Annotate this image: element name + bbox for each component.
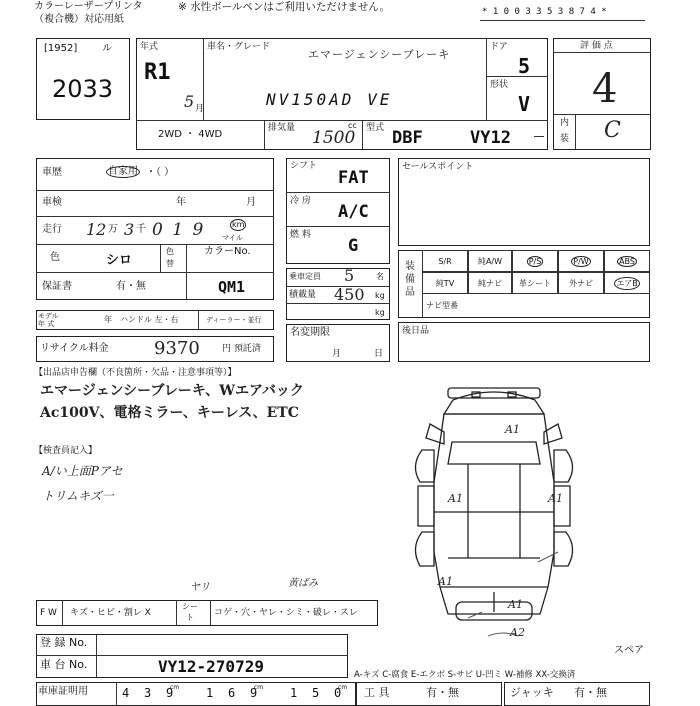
jack-value: 有・無: [574, 686, 607, 699]
cc-unit: cc: [348, 121, 357, 130]
displacement-value: 1500: [312, 128, 356, 148]
capacity-unit: 名: [376, 272, 384, 281]
cert-unit-2: cm: [254, 684, 264, 691]
interior-value: C: [604, 118, 621, 143]
divider: [575, 114, 576, 150]
color-no-value: QM1: [218, 278, 246, 296]
divider: [116, 682, 117, 706]
cert-digit-1: 4: [122, 686, 130, 700]
divider: [36, 190, 274, 191]
type-model: VY12: [470, 128, 511, 148]
equip-abs: [604, 250, 650, 272]
history-label: 車歴: [42, 167, 62, 178]
cert-digit-4: 1: [206, 686, 214, 700]
damage-mark-rear-left: A1: [438, 575, 453, 588]
divider: [210, 600, 211, 626]
ac-label: 冷 房: [290, 196, 311, 206]
tools-label: 工 具: [364, 686, 390, 699]
ac-value: A/C: [338, 202, 369, 222]
divider: [286, 226, 390, 227]
year-label: 年式: [140, 42, 159, 52]
divider: [36, 216, 274, 217]
inspector-line2: トリムキズ一: [42, 489, 114, 503]
name-grade-label: 車名・グレード: [207, 42, 271, 52]
load-label: 積載量: [289, 290, 317, 300]
handle-side: ハンドル 左・右: [120, 315, 179, 324]
printer-line1: カラーレーザープリンタ: [34, 1, 143, 12]
damage-legend: A-キズ C-腐食 E-エクボ S-サビ U-凹ミ W-補修 XX-交換済: [354, 670, 576, 680]
notes-line2: Ac100V、電格ミラー、キーレス、ETC: [40, 405, 299, 421]
fuel-value: G: [348, 236, 359, 256]
car-damage-diagram: [408, 382, 580, 640]
mile-unit: マイル: [222, 234, 243, 242]
color-value: シロ: [106, 253, 133, 268]
load-value: 450: [334, 285, 365, 304]
seat-text: コゲ・穴・ヤレ・シミ・破レ・スレ: [214, 608, 358, 618]
later-items-label: 後日品: [402, 326, 430, 336]
divider: [136, 120, 548, 121]
model-label-2: 年 式: [38, 320, 55, 328]
lot-ref: [1952]: [44, 43, 78, 54]
equip-power-steering: [512, 250, 558, 272]
divider: [486, 76, 548, 77]
notes-line1: エマージェンシーブレーキ、Wエアバック: [40, 383, 304, 399]
recycle-unit: 円 預託済: [222, 344, 261, 354]
cert-digit-9: 0: [334, 686, 342, 700]
notes-label: 【出品店申告欄（不良箇所・欠品・注意事項等）】: [34, 368, 237, 378]
tools-value: 有・無: [426, 686, 459, 699]
divider: [264, 120, 265, 150]
month-unit: 月: [195, 104, 205, 114]
serial-underline: [480, 20, 645, 21]
divider: [198, 310, 199, 330]
mileage-sen: 3: [124, 220, 135, 239]
cert-unit-3: cm: [338, 684, 348, 691]
color-no-label: カラーNo.: [204, 246, 251, 257]
shift-value: FAT: [338, 168, 369, 188]
shift-label: シフト: [290, 161, 318, 171]
seat-label-1: シー: [182, 602, 198, 611]
cert-digit-8: 5: [312, 686, 320, 700]
damage-mark-bumper: A2: [510, 626, 525, 639]
divider: [36, 655, 348, 656]
history-rest: ・（ ）: [146, 167, 175, 178]
displacement-label: 排気量: [268, 123, 296, 133]
damage-mark-front: A1: [505, 423, 520, 436]
cert-digit-6: 9: [250, 686, 258, 700]
color-change-1: 色: [166, 247, 174, 256]
reg-deadline-label: 名変期限: [290, 327, 330, 338]
load-unit-2: kg: [375, 308, 385, 317]
printer-line2: （複合機）対応用紙: [34, 14, 124, 25]
dealer-type: ディーラー・並行: [206, 316, 262, 324]
car-name: エマージェンシーブレーキ: [308, 48, 451, 61]
annotation-left: ヤリ: [190, 582, 210, 593]
color-label: 色: [50, 252, 60, 263]
type-label: 型式: [366, 123, 385, 133]
equip-airbag: [604, 272, 650, 294]
equip-ps-text: P/S: [528, 256, 542, 266]
equip-sr: S/R: [422, 250, 468, 272]
divider: [553, 114, 651, 115]
warranty-value: 有・無: [116, 281, 146, 292]
chassis-label: 車 台 No.: [40, 658, 88, 671]
navi-model-label: ナビ型番: [426, 301, 458, 310]
annotation-right: 黄ばみ: [288, 578, 318, 589]
sen-unit: 千: [136, 224, 146, 235]
jack-label: ジャッキ: [510, 686, 554, 699]
inspector-label: 【検査員記入】: [34, 446, 98, 456]
recycle-label: リサイクル料金: [40, 343, 109, 354]
divider: [553, 52, 651, 53]
equip-airbag-text: エアB: [616, 278, 638, 288]
serial-number: * 1 0 0 3 3 5 3 8 7 4 *: [482, 7, 607, 17]
cert-digit-3: 9: [166, 686, 174, 700]
interior-label-2: 装: [560, 134, 570, 144]
score-value: 4: [592, 66, 618, 112]
capacity-label: 乗車定員: [289, 272, 321, 281]
cert-digit-7: 1: [290, 686, 298, 700]
man-unit: 万: [108, 224, 118, 235]
recycle-value: 9370: [154, 338, 200, 359]
mileage-label: 走行: [42, 224, 62, 235]
capacity-value: 5: [344, 266, 355, 285]
score-label: 評 価 点: [580, 41, 613, 51]
fw-text: キズ・ヒビ・割レ X: [70, 608, 151, 618]
inspection-year-unit: 年: [176, 197, 186, 208]
car-grade: NV150AD VE: [266, 90, 393, 109]
mileage-digits: 0 1 9: [152, 220, 206, 240]
cert-digit-2: 3: [144, 686, 152, 700]
equip-navi: 純ナビ: [468, 272, 512, 294]
divider: [36, 244, 274, 245]
shape-label: 形状: [490, 80, 509, 90]
equip-alloy-wheel: 純A/W: [468, 250, 512, 272]
interior-label-1: 内: [560, 118, 570, 128]
inspector-line1: A/い上面Pアセ: [42, 464, 123, 478]
divider: [486, 38, 487, 120]
notice-text: ※ 水性ボールペンはご利用いただけません。: [178, 1, 391, 13]
warranty-label: 保証書: [42, 281, 72, 292]
reg-day: 日: [374, 349, 384, 359]
divider: [36, 272, 274, 273]
fw-label: F W: [40, 608, 57, 618]
reg-month: 月: [332, 349, 342, 359]
history-value: 自家用: [108, 166, 138, 177]
fuel-label: 燃 料: [290, 230, 311, 240]
reg-no-label: 登 録 No.: [40, 636, 88, 649]
divider: [96, 634, 97, 678]
color-change-2: 替: [166, 259, 174, 268]
damage-mark-left: A1: [448, 492, 463, 505]
damage-mark-right: A1: [548, 492, 563, 505]
cert-label: 車庫証明用: [38, 686, 88, 697]
later-items-box: [398, 322, 650, 362]
equip-ext-navi: 外ナビ: [558, 272, 604, 294]
year-value: R1: [144, 60, 171, 85]
equipment-label: 装 備 品: [405, 261, 415, 298]
doors-label: ドア: [490, 42, 508, 52]
inspection-month-unit: 月: [246, 197, 256, 208]
load-unit: kg: [375, 291, 385, 300]
mileage-man: 12: [86, 220, 107, 239]
spare-label: スペア: [614, 645, 644, 656]
equip-leather-seat: 革シート: [512, 272, 558, 294]
chassis-value: VY12-270729: [158, 657, 264, 676]
equip-pw-text: P/W: [573, 256, 589, 266]
damage-mark-rear: A1: [508, 598, 523, 611]
model-year-unit: 年: [104, 315, 112, 324]
hand-dash: [534, 136, 544, 137]
divider: [362, 120, 363, 150]
divider: [160, 244, 161, 272]
divider: [286, 192, 390, 193]
divider: [62, 600, 63, 626]
drive-type: 2WD ・ 4WD: [158, 129, 223, 140]
equip-tv: 純TV: [422, 272, 468, 294]
km-unit: km: [232, 220, 245, 229]
cert-digit-5: 6: [228, 686, 236, 700]
shape-value: V: [518, 92, 531, 116]
equip-power-window: [558, 250, 604, 272]
divider: [176, 600, 177, 626]
inspection-label: 車検: [42, 197, 62, 208]
seat-label-2: ト: [186, 613, 194, 622]
model-label-1: モデル: [38, 312, 59, 320]
lot-number: 2033: [52, 75, 114, 103]
doors-value: 5: [518, 54, 531, 78]
divider: [186, 244, 187, 300]
sales-point-label: セールスポイント: [402, 162, 474, 172]
cert-unit-1: cm: [170, 684, 180, 691]
type-prefix: DBF: [392, 128, 423, 148]
lot-ref-suffix: ル: [102, 43, 112, 54]
month-value: 5: [184, 92, 195, 111]
equip-abs-text: ABS: [619, 256, 635, 266]
